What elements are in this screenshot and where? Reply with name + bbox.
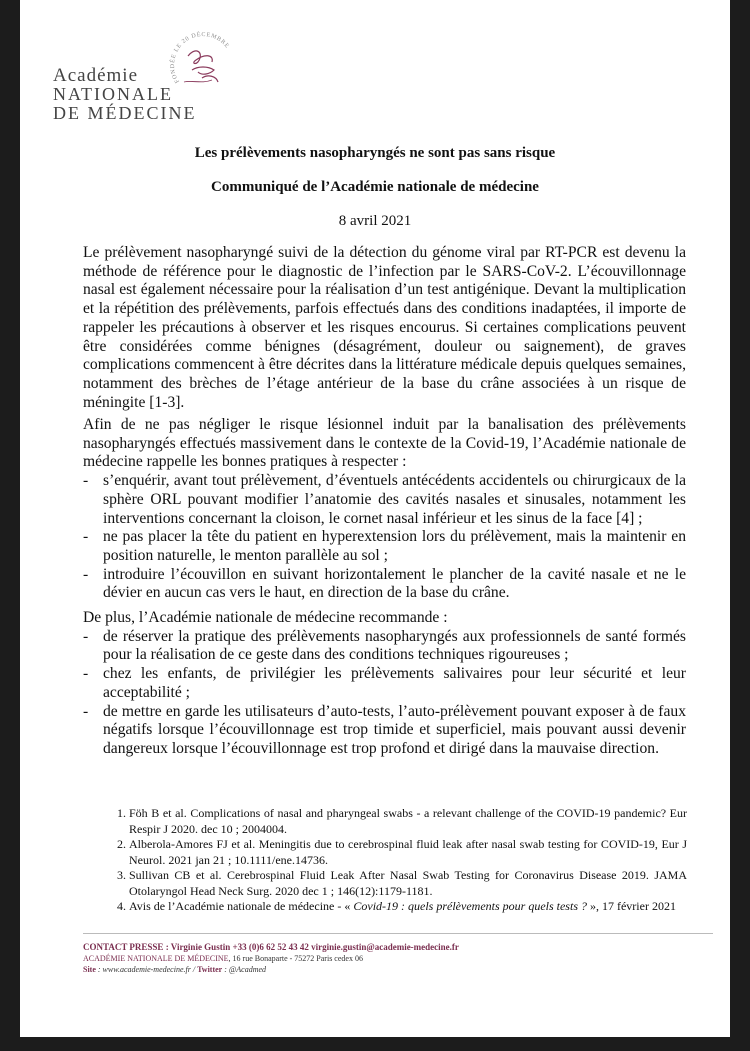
reference-item: 2. Alberola-Amores FJ et al. Meningitis due to cerebrospinal fluid leak after nasal swab testing for COVID-19, Eur J Neurol. 2021 jan 21 ; 10.1111/ene.14736. bbox=[129, 837, 687, 868]
document-title: Les prélèvements nasopharyngés ne sont pas sans risque bbox=[194, 145, 556, 161]
twitter-link[interactable]: : @Acadmed bbox=[222, 965, 267, 974]
footer-links: Site : www.academie-medecine.fr / Twitter : @Acadmed bbox=[83, 965, 267, 974]
list-item: - de réserver la pratique des prélèvements nasopharyngés aux professionnels de santé formés pour la réalisation de ce geste dans des conditions techniques rigoureuses ; bbox=[83, 627, 686, 664]
list-item: - introduire l’écouvillon en suivant horizontalement le plancher de la cavité nasale et ne le dévier en aucun cas vers le haut, en direction de la base du crâne. bbox=[83, 565, 686, 602]
document-date: 8 avril 2021 bbox=[338, 213, 412, 229]
svg-text:FONDÉE LE 20 DÉCEMBRE 1820: FONDÉE LE 20 DÉCEMBRE bbox=[169, 31, 231, 84]
document-subtitle: Communiqué de l’Académie nationale de médecine bbox=[211, 179, 539, 195]
document-page bbox=[20, 0, 730, 1037]
references-section bbox=[107, 806, 687, 915]
logo-line-1: Académie bbox=[53, 65, 139, 86]
paragraph-recommendations-intro: De plus, l’Académie nationale de médecine recommande : bbox=[83, 609, 448, 626]
practices-list bbox=[83, 472, 686, 603]
academie-seal-icon bbox=[162, 24, 244, 106]
logo-line-3: DE MÉDECINE bbox=[53, 103, 197, 123]
list-item: - ne pas placer la tête du patient en hyperextension lors du prélèvement, mais la maintenir en position naturelle, le menton parallèle au sol ; bbox=[83, 528, 686, 564]
recommendations-section bbox=[83, 609, 686, 759]
footer-address: ACADÉMIE NATIONALE DE MÉDECINE, 16 rue Bonaparte - 75272 Paris cedex 06 bbox=[83, 954, 363, 963]
press-contact: CONTACT PRESSE : Virginie Gustin +33 (0)6 62 52 43 42 virginie.gustin@academie-medecine.fr bbox=[83, 942, 459, 952]
reference-item: 3. Sullivan CB et al. Cerebrospinal Fluid Leak After Nasal Swab Testing for Coronavirus Disease 2019. JAMA Otolaryngol Head Neck Surg. 2020 dec 1 ; 146(12):1179-1181. bbox=[129, 868, 687, 899]
references-list bbox=[107, 806, 687, 915]
paragraph-intro bbox=[83, 244, 686, 412]
logo-line-2: NATIONALE bbox=[53, 84, 173, 104]
footer bbox=[83, 942, 459, 975]
paragraph-practices-intro: Afin de ne pas négliger le risque lésionnel induit par la banalisation des prélèvements nasopharyngés effectués massivement dans le contexte de la Covid-19, l’Académie nationale de médecine rappelle les bonnes pratiques à respecter : bbox=[83, 416, 686, 471]
paragraph-intro-text: Le prélèvement nasopharyngé suivi de la détection du génome viral par RT-PCR est devenu la méthode de référence pour le diagnostic de l’infection par le SARS-CoV-2. L’écouvillonnage nasal est également nécessaire pour la réalisation d’un test antigénique. Devant la multiplication et la répétition des prélèvements, parfois effectués dans des conditions inadaptées, il importe de rappeler les précautions à observer et les risques encourus. Si certaines complications peuvent être considérées comme bénignes (désagrément, douleur ou saignement), de graves complications commencent à être décrites dans la littérature médicale depuis quelques semaines, notamment des brèches de l’étage antérieur de la base du crâne associées à un risque de méningite [1-3]. bbox=[83, 244, 686, 411]
reference-item: 1. Föh B et al. Complications of nasal and pharyngeal swabs - a relevant challenge of the COVID-19 pandemic? Eur Respir J 2020. dec 10 ; 2004004. bbox=[129, 806, 687, 837]
list-item: - chez les enfants, de privilégier les prélèvements salivaires pour leur sécurité et leur acceptabilité ; bbox=[83, 665, 686, 701]
list-item: - de mettre en garde les utilisateurs d’auto-tests, l’auto-prélèvement pouvant exposer à de faux négatifs lorsque l’écouvillonnage est trop timide et superficiel, mais pouvant aussi devenir dangereux lorsque l’écouvillonnage est trop profond et dirigé dans la mauvaise direction. bbox=[83, 702, 686, 757]
list-item: - s’enquérir, avant tout prélèvement, d’éventuels antécédents accidentels ou chirurgicaux de la sphère ORL pouvant modifier l’anatomie des cavités nasales et sinusales, notamment les interventions concernant la cloison, le cornet nasal inférieur et les sinus de la face [4] ; bbox=[83, 472, 686, 527]
reference-item: 4. Avis de l’Académie nationale de médecine - « Covid-19 : quels prélèvements pour quels tests ? », 17 février 2021 bbox=[129, 899, 687, 915]
recommendations-list bbox=[83, 628, 686, 759]
practices-section bbox=[83, 416, 686, 603]
footer-divider bbox=[83, 933, 713, 934]
site-link[interactable]: : www.academie-medecine.fr bbox=[95, 965, 191, 974]
